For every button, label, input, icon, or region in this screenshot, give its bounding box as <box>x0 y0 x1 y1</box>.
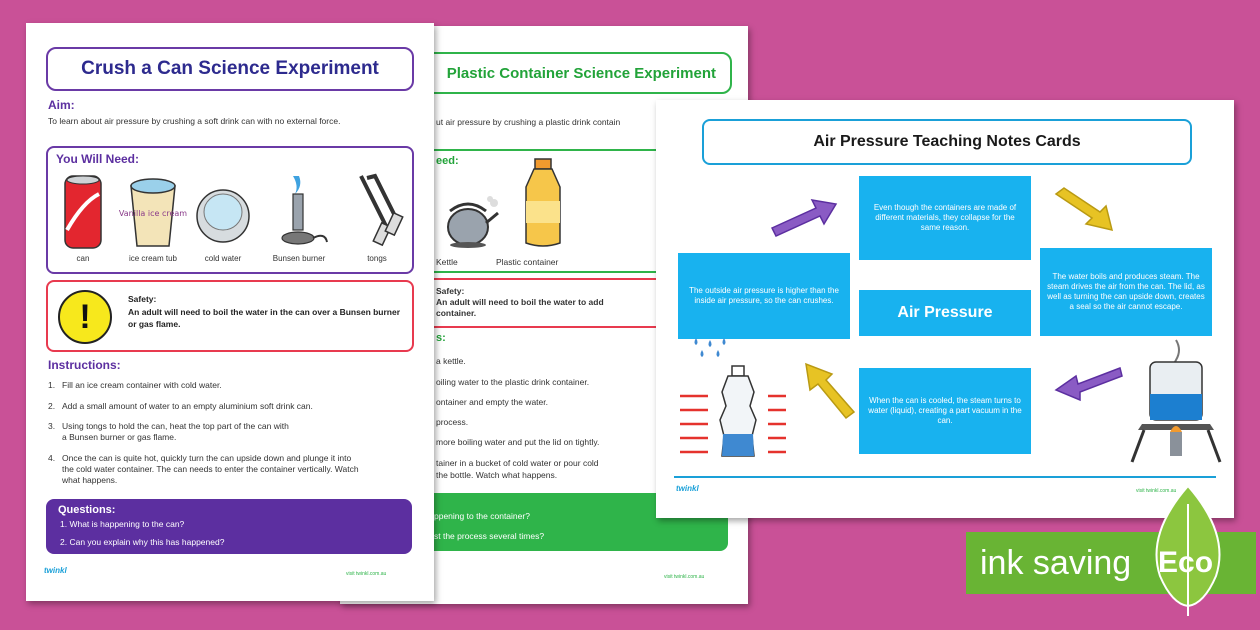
left-footer-url: visit twinkl.com.au <box>346 571 387 577</box>
cold-water-item <box>190 172 256 270</box>
questions-box <box>46 499 412 554</box>
you-will-need-heading: You Will Need: <box>56 152 140 166</box>
step-4 <box>48 453 418 486</box>
step-2-text: Add a small amount of water to an empty aluminium soft drink can. <box>62 401 313 411</box>
mid-step-4: process. <box>436 417 469 427</box>
mid-need-heading: eed: <box>436 155 459 167</box>
mid-safety-line-1: An adult will need to boil the water to add <box>436 297 604 307</box>
step-2 <box>48 401 418 412</box>
aim-heading: Aim: <box>48 98 75 112</box>
mid-step-5: more boiling water and put the lid on tightly. <box>436 437 600 447</box>
plastic-container-label: Plastic container <box>496 257 559 267</box>
right-twinkl-logo: twinkl <box>676 484 699 493</box>
mid-safety-line-2: container. <box>436 308 477 318</box>
mid-step-7: the bottle. Watch what happens. <box>436 470 558 480</box>
step-3 <box>48 421 418 443</box>
soda-can-icon <box>53 172 113 252</box>
mid-step-2: oiling water to the plastic drink container. <box>436 377 590 387</box>
tongs-item <box>344 172 410 270</box>
bunsen-burner-item <box>266 172 332 270</box>
safety-text: An adult will need to boil the water in the can over a Bunsen burner or gas flame. <box>128 307 401 329</box>
plastic-bottle-icon <box>518 157 568 249</box>
right-sheet-footer-line <box>674 476 1216 478</box>
arrow-up-left-icon <box>800 358 858 422</box>
teaching-notes-title: Air Pressure Teaching Notes Cards <box>702 119 1192 165</box>
question-2: 2. Can you explain why this has happened? <box>60 537 225 547</box>
mid-step-6: tainer in a bucket of cold water or pour cold <box>436 458 599 468</box>
kettle-icon <box>442 191 502 251</box>
eco-label: Eco <box>1158 546 1214 579</box>
tongs-icon <box>347 172 407 252</box>
warning-icon: ! <box>58 290 112 344</box>
cold-water-label: cold water <box>204 254 242 263</box>
mid-question-1: ppening to the container? <box>434 511 530 521</box>
kettle-label: Kettle <box>436 257 458 267</box>
water-bowl-icon <box>193 172 253 252</box>
step-3-number: 3. <box>48 421 56 431</box>
step-2-number: 2. <box>48 401 56 411</box>
ice-cream-tub-item <box>120 172 186 270</box>
card-left: The outside air pressure is higher than the inside air pressure, so the can crushes. <box>678 253 850 339</box>
mid-instructions-heading: s: <box>436 332 446 344</box>
card-right: The water boils and produces steam. The steam drives the air from the can. The lid, as well as turning the can upside down, creates a seal so the air cannot escape. <box>1040 248 1212 336</box>
instructions-heading: Instructions: <box>48 358 121 372</box>
mid-footer-url: visit twinkl.com.au <box>664 574 705 580</box>
arrow-down-left-icon <box>1052 362 1124 402</box>
step-3-text: Using tongs to hold the can, heat the top part of the can with a Bunsen burner or gas flame. <box>62 421 289 442</box>
tongs-label: tongs <box>367 254 387 263</box>
twinkl-logo: twinkl <box>44 566 67 575</box>
ink-saving-text: ink saving <box>980 544 1132 582</box>
step-1-number: 1. <box>48 380 56 390</box>
mid-aim-text: ut air pressure by crushing a plastic drink contain <box>436 117 621 127</box>
card-top: Even though the containers are made of different materials, they collapse for the same reason. <box>859 176 1031 260</box>
teaching-notes-sheet <box>656 100 1234 518</box>
mid-step-1: a kettle. <box>436 356 466 366</box>
plastic-container-title: Plastic Container Science Experiment <box>300 52 732 94</box>
step-4-text: Once the can is quite hot, quickly turn the can upside down and plunge it into the cold water container. The can needs to enter the container vertically. Watch what happens. <box>62 453 359 485</box>
bunsen-burner-label: Bunsen burner <box>272 254 326 263</box>
card-bottom: When the can is cooled, the steam turns to water (liquid), creating a part vacuum in the can. <box>859 368 1031 454</box>
safety-title: Safety: <box>128 294 157 304</box>
step-1-text: Fill an ice cream container with cold water. <box>62 380 222 390</box>
card-center: Air Pressure <box>859 290 1031 336</box>
can-label: can <box>76 254 90 263</box>
aim-text: To learn about air pressure by crushing a soft drink can with no external force. <box>48 116 341 126</box>
can-on-burner-icon <box>1130 336 1222 464</box>
mid-step-3: ontainer and empty the water. <box>436 397 548 407</box>
question-1: 1. What is happening to the can? <box>60 519 185 529</box>
crush-a-can-sheet <box>26 23 434 601</box>
can-item <box>50 172 116 270</box>
arrow-down-right-icon <box>1052 184 1118 236</box>
arrow-up-right-icon <box>768 194 840 238</box>
mid-question-2: st the process several times? <box>434 531 545 541</box>
crushed-bottle-pressure-icon <box>678 336 788 464</box>
you-will-need-box <box>46 146 414 274</box>
ice-cream-tub-label: ice cream tub <box>128 254 178 263</box>
tub-label: Vanilla ice cream <box>118 209 188 218</box>
right-footer-url: visit twinkl.com.au <box>1136 488 1177 494</box>
bunsen-burner-icon <box>269 172 329 252</box>
ice-cream-tub-icon <box>118 172 188 252</box>
mid-safety-title: Safety: <box>436 286 465 296</box>
step-1 <box>48 380 418 391</box>
questions-heading: Questions: <box>58 504 116 516</box>
step-4-number: 4. <box>48 453 56 463</box>
crush-a-can-title: Crush a Can Science Experiment <box>46 47 414 91</box>
safety-box <box>46 280 414 352</box>
